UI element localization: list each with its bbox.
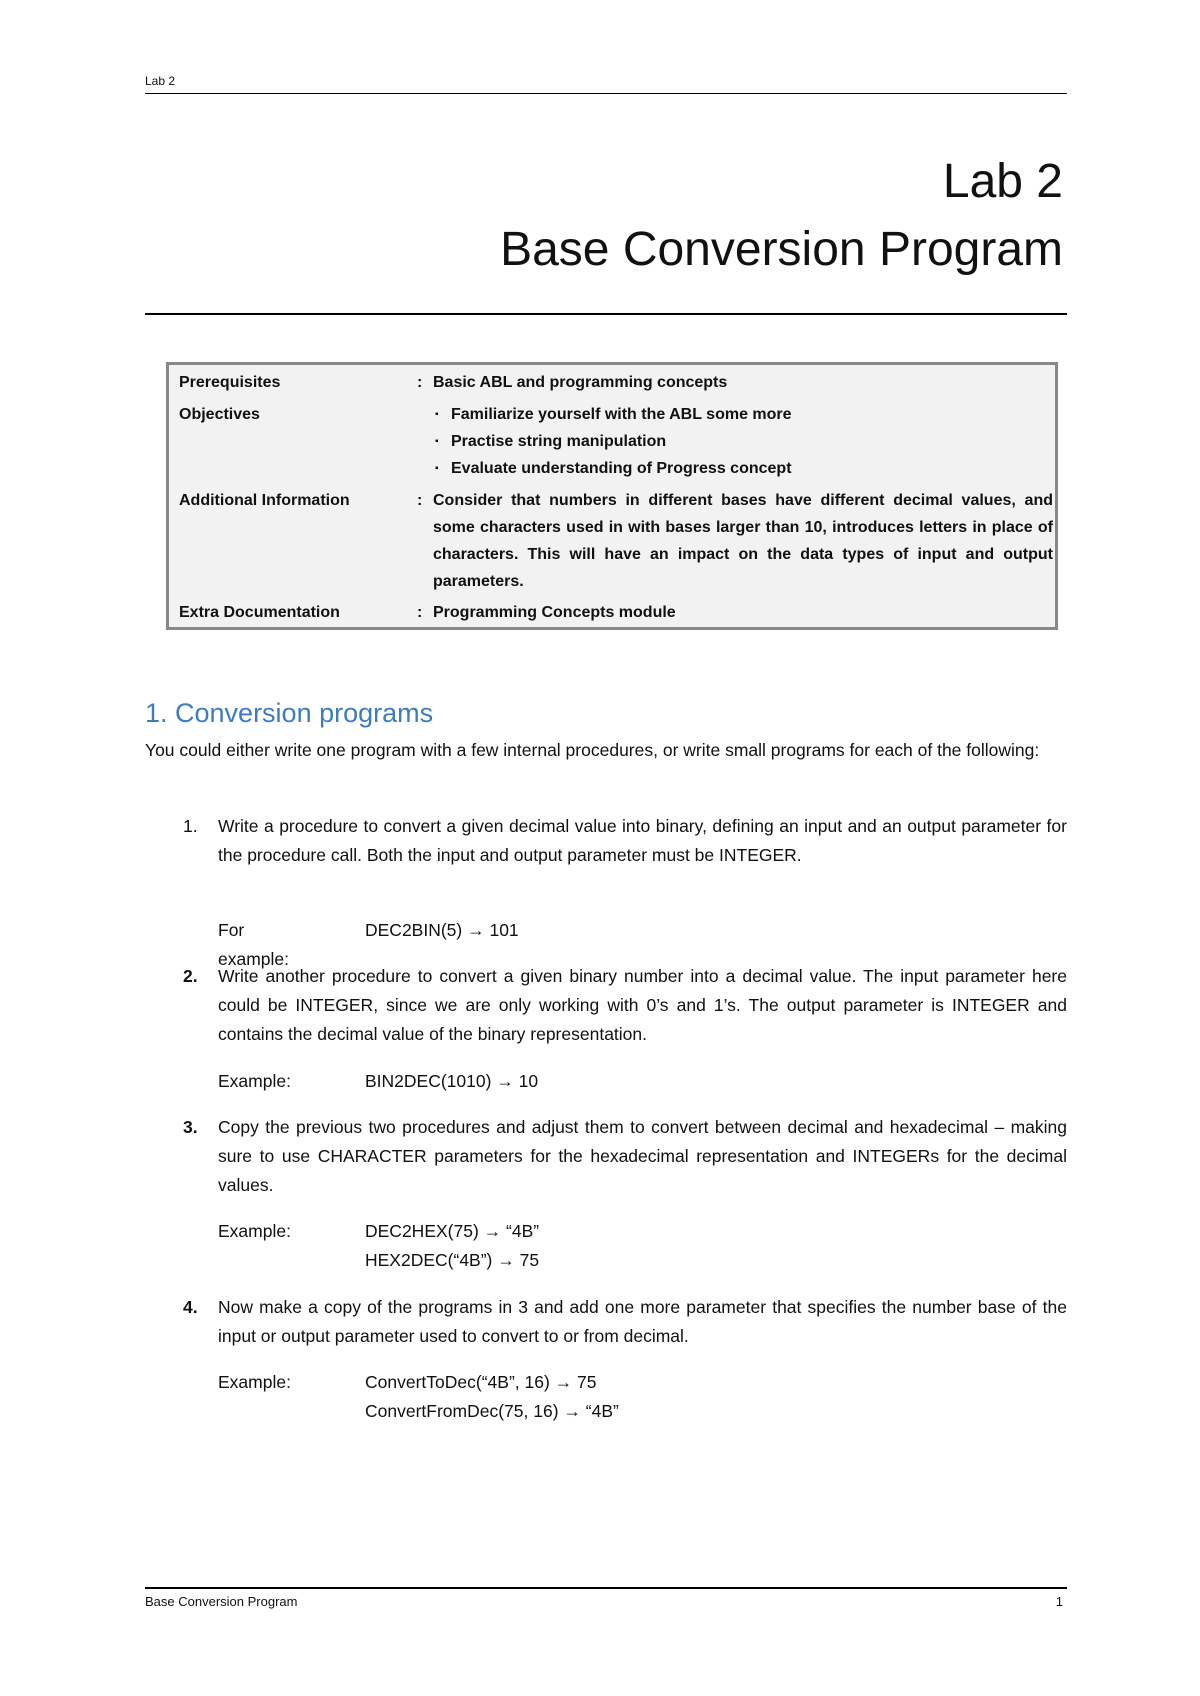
example-code: DEC2BIN(5) → 101	[365, 920, 519, 940]
item-text: Now make a copy of the programs in 3 and add one more parameter that specifies the number base of the input or output parameter used to convert to or from decimal.	[218, 1297, 1067, 1346]
additional-info-value: Consider that numbers in different bases have different decimal values, and some characters used in with bases larger than 10, introduces letters in place of characters. This will have an impact on the data types of input and output parameters.	[433, 492, 1053, 590]
objective-item: ▪ Evaluate understanding of Progress concept	[433, 455, 1053, 482]
page-number: 1	[1055, 1594, 1063, 1609]
objectives-list	[433, 401, 1053, 482]
item-number: 3.	[183, 1117, 198, 1137]
example-code: BIN2DEC(1010) → 10	[365, 1071, 539, 1091]
example-label: Example:	[218, 1372, 291, 1392]
item-number: 4.	[183, 1297, 198, 1317]
item-text: Copy the previous two procedures and adjust them to convert between decimal and hexadecimal – making sure to use CHARACTER parameters for the hexadecimal representation and INTEGERs for the decimal values.	[218, 1117, 1067, 1195]
extra-doc-label: Extra Documentation	[179, 604, 340, 621]
colon: :	[417, 492, 423, 509]
item-text: Write another procedure to convert a given binary number into a decimal value. The input parameter here could be INTEGER, since we are only working with 0’s and 1’s. The output parameter is INTEGER and contains the decimal value of the binary representation.	[218, 966, 1067, 1044]
example-label: Example:	[218, 1221, 291, 1241]
example-code: ConvertToDec(“4B”, 16) → 75	[365, 1372, 597, 1392]
footer-title: Base Conversion Program	[145, 1594, 298, 1609]
additional-info-label: Additional Information	[179, 492, 350, 509]
example-code: DEC2HEX(75) → “4B”	[365, 1221, 540, 1241]
colon: :	[417, 374, 423, 391]
extra-doc-value: Programming Concepts module	[433, 604, 676, 621]
objective-item: ▪ Practise string manipulation	[433, 428, 1053, 455]
example-code: HEX2DEC(“4B”) → 75	[365, 1250, 540, 1270]
section-heading: 1. Conversion programs	[145, 698, 434, 728]
info-table	[166, 362, 1058, 630]
intro-paragraph: You could either write one program with a few internal procedures, or write small programs for each of the following:	[145, 740, 1040, 760]
item-text: Write a procedure to convert a given decimal value into binary, defining an input and an output parameter for the procedure call. Both the input and output parameter must be INTEGER.	[218, 816, 1067, 865]
item-number: 2.	[183, 966, 198, 986]
example-label: For example:	[218, 920, 290, 969]
example-code: ConvertFromDec(75, 16) → “4B”	[365, 1401, 619, 1421]
prerequisites-value: Basic ABL and programming concepts	[433, 374, 728, 391]
header-rule	[145, 93, 1067, 94]
item-number: 1.	[183, 816, 198, 836]
title-rule	[145, 313, 1067, 315]
colon: :	[417, 604, 423, 621]
prerequisites-label: Prerequisites	[179, 374, 281, 391]
doc-title: Base Conversion Program	[500, 223, 1063, 276]
running-header: Lab 2	[145, 74, 176, 88]
objectives-label: Objectives	[179, 406, 260, 423]
objective-item: ▪ Familiarize yourself with the ABL some more	[433, 401, 1053, 428]
footer-rule	[145, 1587, 1067, 1589]
doc-title-lab: Lab 2	[942, 155, 1063, 208]
example-label: Example:	[218, 1071, 291, 1091]
